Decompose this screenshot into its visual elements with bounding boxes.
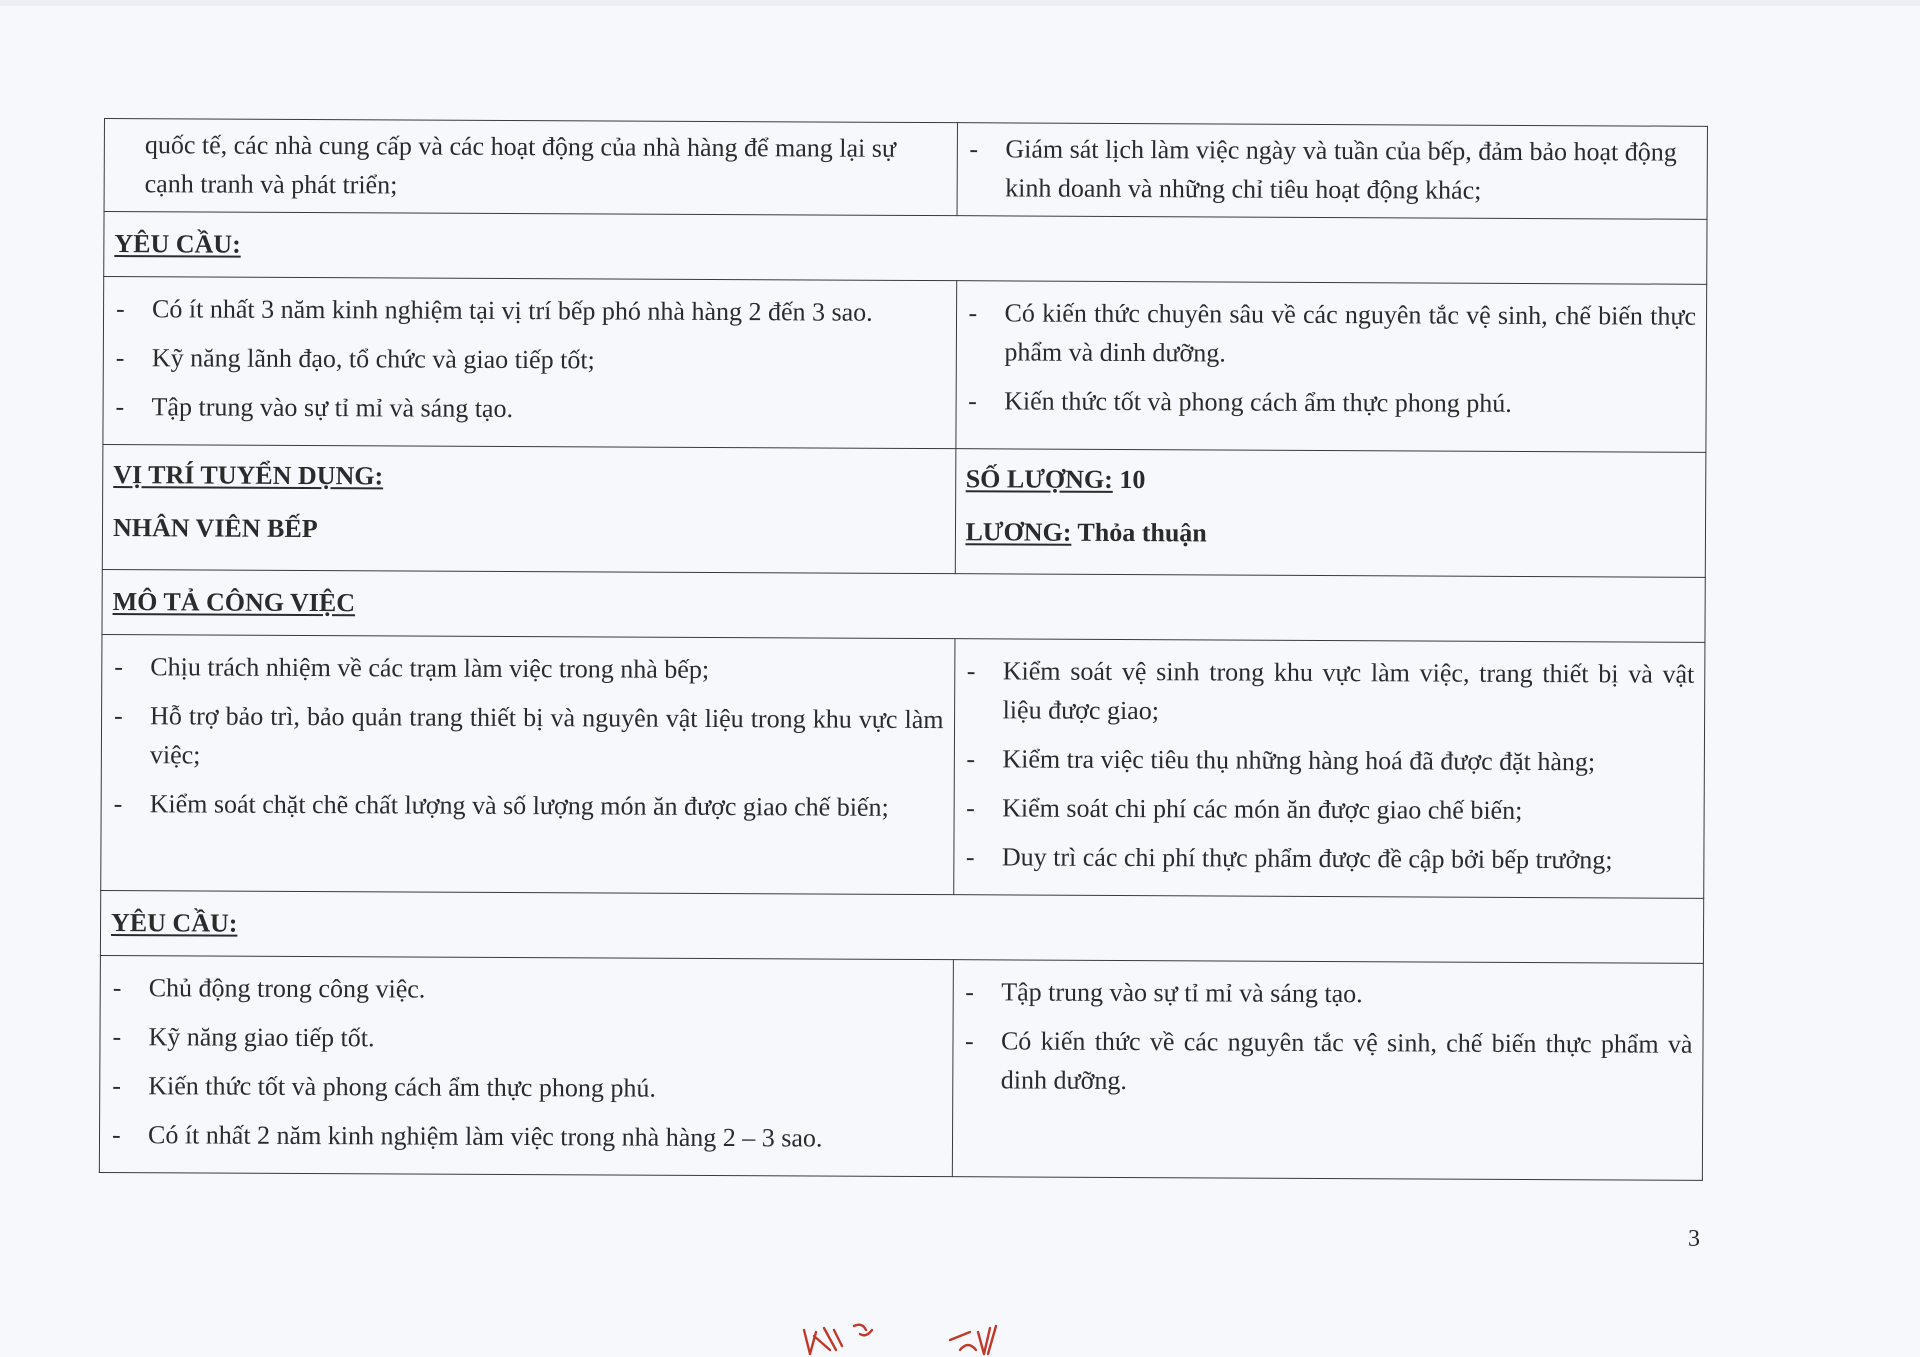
salary-value: Thỏa thuận [1071, 517, 1207, 548]
list-item: - Có ít nhất 3 năm kinh nghiệm tại vị trí bếp phó nhà hàng 2 đến 3 sao. [114, 289, 946, 332]
list-item: - Kiến thức tốt và phong cách ẩm thực phong phú. [966, 381, 1696, 424]
requirements2-left-list [110, 968, 942, 1158]
list-item: - Kiểm soát chặt chẽ chất lượng và số lượng món ăn được giao chế biến; [112, 784, 944, 827]
page-top-edge [0, 0, 1920, 6]
list-item: - Kiến thức tốt và phong cách ẩm thực phong phú. [110, 1066, 942, 1109]
requirements2-heading-cell [100, 890, 1703, 963]
list-item: - Có kiến thức chuyên sâu về các nguyên tắc vệ sinh, chế biến thực phẩm và dinh dưỡng. [966, 293, 1696, 375]
requirements2-heading: YÊU CẦU: [110, 907, 238, 938]
requirements-heading: YÊU CẦU: [114, 228, 241, 259]
requirements-heading-cell [104, 212, 1707, 285]
list-item: - Duy trì các chi phí thực phẩm được đề cập bởi bếp trưởng; [964, 837, 1694, 880]
page-number: 3 [1688, 1226, 1700, 1252]
list-item: - Chủ động trong công việc. [111, 968, 943, 1011]
description-left-list [112, 647, 944, 827]
position-row [102, 444, 1706, 577]
list-item: - Tập trung vào sự tỉ mỉ và sáng tạo. [963, 972, 1693, 1015]
list-item: - Chịu trách nhiệm về các trạm làm việc trong nhà bếp; [112, 647, 944, 690]
position-label: VỊ TRÍ TUYỂN DỤNG: [113, 460, 384, 491]
red-seal-fragment-icon [800, 1320, 1040, 1357]
requirements-heading-row [104, 212, 1707, 285]
continuation-left-cell [104, 119, 957, 216]
list-item: - Kỹ năng lãnh đạo, tổ chức và giao tiếp tốt; [114, 338, 946, 381]
continuation-right-cell [957, 123, 1708, 220]
list-item: - Có ít nhất 2 năm kinh nghiệm làm việc trong nhà hàng 2 – 3 sao. [110, 1115, 942, 1158]
list-item: - Kỹ năng giao tiếp tốt. [110, 1017, 942, 1060]
requirements2-row [99, 955, 1703, 1180]
requirements-right-cell [955, 281, 1706, 453]
position-cell [102, 444, 955, 573]
list-item: - Kiểm tra việc tiêu thụ những hàng hoá đã được đặt hàng; [964, 739, 1694, 782]
quantity-salary-cell [955, 449, 1706, 578]
description-right-cell [953, 639, 1705, 899]
requirements2-right-list [963, 972, 1693, 1103]
requirements2-right-cell [952, 960, 1704, 1181]
description-heading-row [102, 569, 1705, 642]
description-heading-cell [102, 569, 1705, 642]
salary-label: LƯƠNG: [965, 517, 1072, 547]
requirements-left-cell [103, 277, 956, 449]
continuation-row [104, 119, 1707, 220]
description-left-cell [101, 634, 955, 894]
quantity-label: SỐ LƯỢNG: [965, 464, 1113, 494]
list-item: - Kiểm soát chi phí các món ăn được giao chế biến; [964, 788, 1694, 831]
description-row [101, 634, 1705, 898]
requirements-right-list [966, 293, 1696, 424]
position-title: NHÂN VIÊN BẾP [112, 513, 318, 544]
job-posting-table [99, 118, 1708, 1181]
continuation-right-text: - Giám sát lịch làm việc ngày và tuần của bếp, đảm bảo hoạt động kinh doanh và những chỉ tiêu hoạt động khác; [967, 129, 1697, 211]
description-right-list [964, 651, 1695, 880]
list-item: - Có kiến thức về các nguyên tắc vệ sinh, chế biến thực phẩm và dinh dưỡng. [963, 1021, 1693, 1103]
list-item: - Tập trung vào sự tỉ mỉ và sáng tạo. [113, 387, 945, 430]
requirements-left-list [113, 289, 945, 430]
quantity-value: 10 [1112, 464, 1146, 495]
list-item: - Kiểm soát vệ sinh trong khu vực làm việc, trang thiết bị và vật liệu được giao; [965, 651, 1695, 733]
requirements-row [103, 277, 1707, 453]
continuation-left-text: quốc tế, các nhà cung cấp và các hoạt động của nhà hàng để mang lại sự cạnh tranh và phát triển; [144, 130, 897, 200]
description-heading: MÔ TẢ CÔNG VIỆC [112, 586, 356, 617]
requirements2-heading-row [100, 890, 1703, 963]
requirements2-left-cell [99, 955, 953, 1176]
list-item: - Hỗ trợ bảo trì, bảo quản trang thiết bị và nguyên vật liệu trong khu vực làm việc; [112, 696, 944, 778]
